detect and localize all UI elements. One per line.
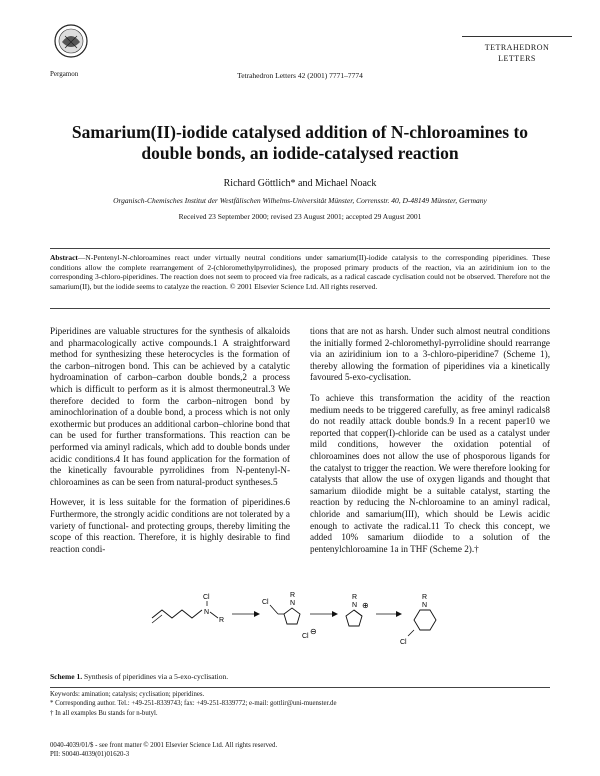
article-title bbox=[60, 122, 540, 164]
atom-cl: Cl bbox=[400, 639, 407, 646]
corresponding-author: * Corresponding author. Tel.: +49-251-8339743; fax: +49-251-8339772; e-mail: gottlir@uni-muenster.de bbox=[50, 700, 337, 708]
journal-name-line2: LETTERS bbox=[498, 54, 536, 63]
journal-name bbox=[462, 42, 572, 64]
title-line1: Samarium(II)-iodide catalysed addition of N-chloroamines to bbox=[71, 122, 529, 142]
pii: PII: S0040-4039(01)01620-3 bbox=[50, 751, 130, 759]
charge-minus: ⊖ bbox=[310, 627, 317, 636]
abstract bbox=[50, 253, 550, 291]
body-column-right bbox=[310, 326, 550, 564]
scheme-caption bbox=[50, 672, 228, 681]
paragraph: Piperidines are valuable structures for the synthesis of alkaloids and pharmacologically active compounds.1 A straightforward method for synthesizing these heterocycles is the formation of the carbon–nitrogen bond. This can be achieved by a catalytic hydroamination of carbon–carbon double bonds,2 a process which is difficult to perform as it is almost thermoneutral.3 We therefore decided to form the carbon–nitrogen bond by aminochlorination of a double bond, a process which is not only exothermic but produces an additional carbon–chlorine bond that can be used for further transformations. This reaction can be performed via aminyl radicals, which add to double bonds under acidic conditions.4 It has found application for the formation of the kinetically favourable pyrrolidines from N-pentenyl-N-chloroamines as can be seen from natural-product syntheses.5 bbox=[50, 326, 290, 487]
keywords: Keywords: amination; catalysis; cyclisation; piperidines. bbox=[50, 691, 205, 698]
affiliation: Organisch-Chemisches Institut der Westfälischen Wilhelms-Universität Münster, Corrensstr. 40, D-48149 Münster, Germany bbox=[113, 196, 487, 205]
abstract-text: —N-Pentenyl-N-chloroamines react under virtually neutral conditions under samarium(II)-iodide catalysis to the corresponding piperidines. These conditions allow the complete rearrangement of 2-(chloromethylpyrrolidines), the proposed primary products of the reaction, via an aziridinium ion to the corresponding 3-chloro-piperidines. The reaction does not seem to proceed via free radicals, as a radical cascade cyclisation could not be observed. Therefore not the samarium(II), but the iodide seems to catalyze the reaction. © 2001 Elsevier Science Ltd. All rights reserved. bbox=[50, 253, 550, 291]
journal-name-line1: TETRAHEDRON bbox=[484, 43, 550, 52]
atom-r: R bbox=[352, 594, 358, 601]
received-dates: Received 23 September 2000; revised 23 August 2001; accepted 29 August 2001 bbox=[178, 212, 422, 221]
atom-cl: Cl bbox=[262, 599, 269, 606]
charge-plus: ⊕ bbox=[362, 601, 369, 610]
journal-reference: Tetrahedron Letters 42 (2001) 7771–7774 bbox=[237, 71, 363, 80]
scheme-caption-label: Scheme 1. bbox=[50, 672, 83, 681]
publisher-name: Pergamon bbox=[50, 70, 79, 78]
scheme-caption-text: Synthesis of piperidines via a 5-exo-cyclisation. bbox=[82, 672, 229, 681]
header-rule bbox=[462, 36, 572, 37]
dagger-note: † In all examples Bu stands for n-butyl. bbox=[50, 709, 158, 717]
atom-n: N bbox=[290, 600, 296, 607]
atom-r: R bbox=[422, 594, 428, 601]
abstract-rule-bottom bbox=[50, 308, 550, 309]
atom-n: N bbox=[422, 602, 428, 609]
footnotes bbox=[50, 690, 550, 718]
copyright bbox=[50, 741, 550, 760]
atom-n: N bbox=[352, 602, 358, 609]
authors: Richard Göttlich* and Michael Noack bbox=[223, 178, 377, 189]
body-column-left bbox=[50, 326, 290, 564]
atom-r: R bbox=[290, 592, 296, 599]
copyright-line1: 0040-4039/01/$ - see front matter © 2001 Elsevier Science Ltd. All rights reserved. bbox=[50, 742, 278, 749]
atom-cl: Cl bbox=[302, 633, 309, 640]
paragraph: tions that are not as harsh. Under such almost neutral conditions the initially formed 2-chloromethyl-pyrrolidine should rearrange via an aziridinium ion to a 3-chloro-piperidine7 (Scheme 1), thereby allowing the formation of piperidines via a kinetically favoured 5-exo-cyclisation. bbox=[310, 326, 550, 383]
paragraph: However, it is less suitable for the formation of piperidines.6 Furthermore, the strongly acidic conditions are not tolerated by a variety of functional- and protecting groups, thereby limiting the scope of this reaction. Therefore, it is highly desirable to find reaction condi- bbox=[50, 497, 290, 554]
footnote-rule bbox=[50, 687, 550, 688]
atom-r: R bbox=[219, 617, 225, 624]
publisher-logo-icon bbox=[52, 22, 90, 70]
paragraph: To achieve this transformation the acidity of the reaction medium needs to be triggered carefully, as free aminyl radicals8 do not readily attack double bonds.9 In a recent paper10 we reported that copper(I)-chloride can be used as a catalyst under mild conditions, however the oxidation potential of chloroamines does not allow the use of phosporous ligands for the catalyst to trigger the reaction. We were therefore looking for catalysts that allow the use of oxygen ligands and thought that samarium diiodide might be a suitable catalyst, starting the reaction by reducing the N-chloroamine to an aminyl radical, chloride and samarium(III), which should be Lewis acidic enough to activate the radical.11 To check this concept, we added 10% samarium diiodide to a solution of the pentenylchloroamine 1a in THF (Scheme 2).† bbox=[310, 392, 550, 554]
abstract-rule-top bbox=[50, 248, 550, 249]
abstract-label: Abstract bbox=[50, 253, 78, 262]
atom-n: N bbox=[204, 609, 210, 616]
atom-cl: Cl bbox=[203, 594, 210, 601]
scheme-1-figure bbox=[150, 590, 450, 665]
title-line2: double bonds, an iodide-catalysed reaction bbox=[141, 143, 459, 163]
